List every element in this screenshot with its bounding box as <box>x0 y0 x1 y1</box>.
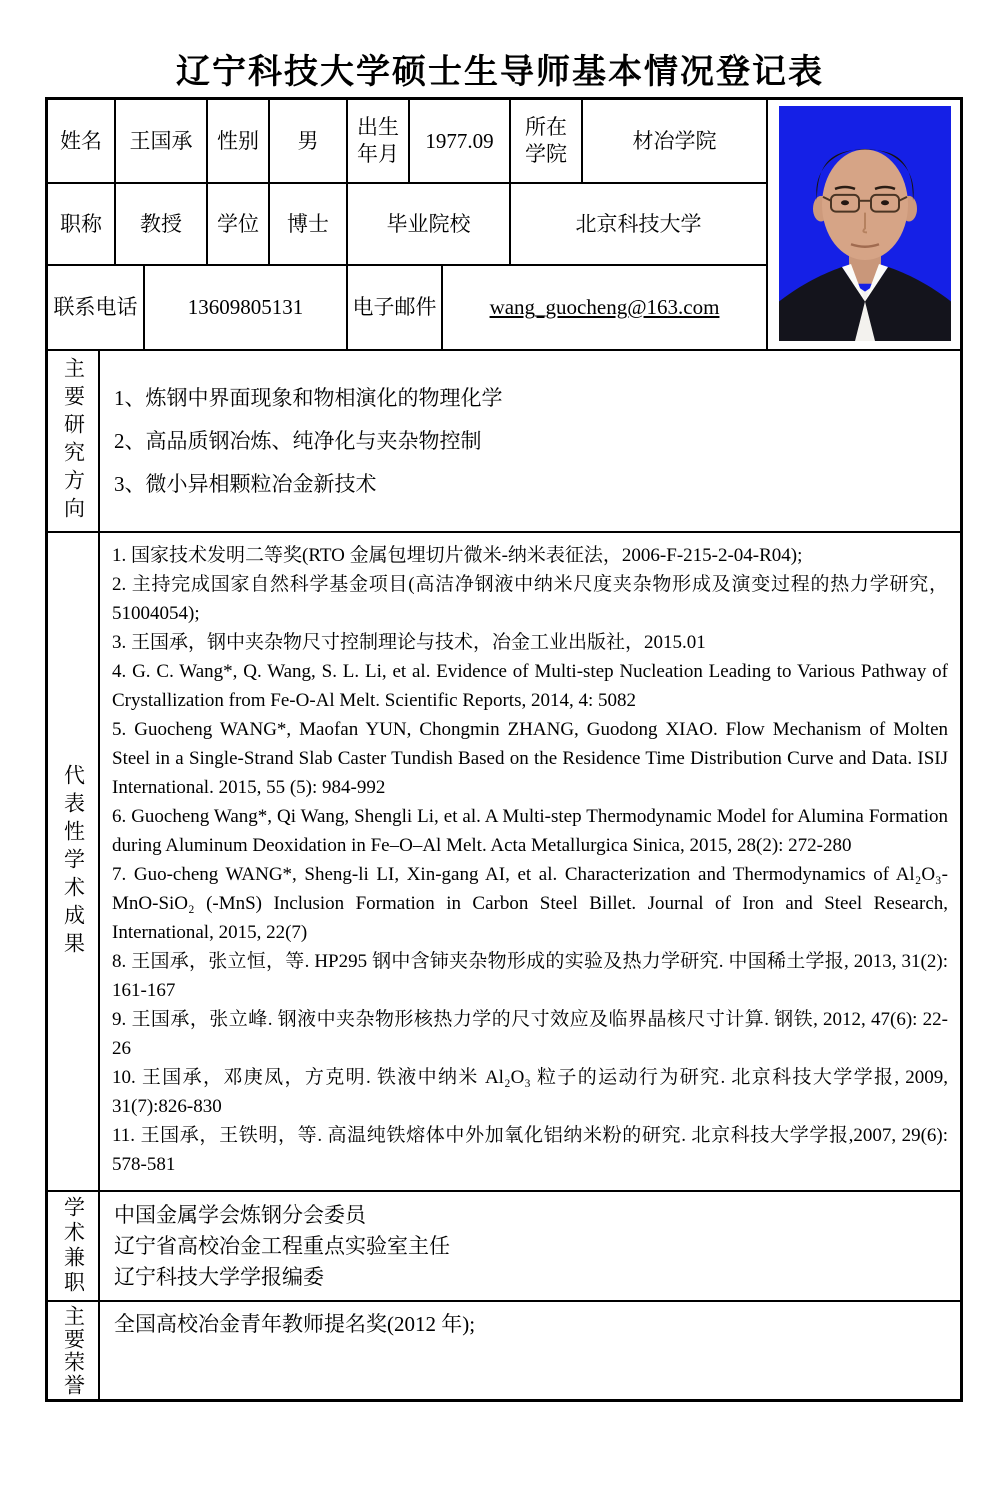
id-photo <box>779 106 951 341</box>
positions-section-label-cell <box>48 1192 100 1302</box>
research-item: 1、炼钢中界面现象和物相演化的物理化学 <box>114 385 503 410</box>
position-item: 辽宁科技大学学报编委 <box>114 1264 324 1289</box>
birth-value: 1977.09 <box>410 100 511 184</box>
achievement-item: 4. G. C. Wang*, Q. Wang, S. L. Li, et al. Evidence of Multi-step Nucleation Leading to Various Pathway of Crystallization from Fe-O-Al Melt. Scientific Reports, 2014, 4: 5082 <box>112 661 948 711</box>
research-content <box>100 351 960 533</box>
phone-value: 13609805131 <box>145 266 348 351</box>
degree-label: 学位 <box>208 184 270 266</box>
gender-label: 性别 <box>208 100 270 184</box>
college-value: 材冶学院 <box>583 100 768 184</box>
achievement-item: 2. 主持完成国家自然科学基金项目(高洁净钢液中纳米尺度夹杂物形成及演变过程的热力学研究，51004054); <box>112 574 948 624</box>
research-section-label-cell <box>48 351 100 533</box>
achievement-item: 6. Guocheng Wang*, Qi Wang, Shengli Li, et al. A Multi-step Thermodynamic Model for Alumina Formation during Aluminum Deoxidation in Fe–O–Al Melt. Acta Metallurgica Sinica, 2015, 28(2): 272-280 <box>112 806 948 856</box>
research-section-label: 主要研究方向 <box>61 357 86 525</box>
graduated-from-label: 毕业院校 <box>348 184 511 266</box>
job-title-label: 职称 <box>48 184 116 266</box>
email-cell <box>443 266 768 351</box>
position-item: 中国金属学会炼钢分会委员 <box>114 1202 366 1227</box>
research-item: 2、高品质钢冶炼、纯净化与夹杂物控制 <box>114 428 482 453</box>
photo-cell <box>768 100 960 351</box>
achievements-section-label: 代表性学术成果 <box>61 763 86 960</box>
college-label: 所在学院 <box>511 100 583 184</box>
email-label: 电子邮件 <box>348 266 443 351</box>
graduated-from-value: 北京科技大学 <box>511 184 768 266</box>
job-title-value: 教授 <box>116 184 208 266</box>
position-item: 辽宁省高校冶金工程重点实验室主任 <box>114 1233 450 1258</box>
positions-content <box>100 1192 960 1302</box>
phone-label: 联系电话 <box>48 266 145 351</box>
page-title: 辽宁科技大学硕士生导师基本情况登记表 <box>176 53 824 91</box>
honors-section-label: 主要荣誉 <box>61 1304 86 1397</box>
name-value: 王国承 <box>116 100 208 184</box>
achievement-item: 11. 王国承，王铁明，等. 高温纯铁熔体中外加氧化铝纳米粉的研究. 北京科技大学学报,2007, 29(6): 578-581 <box>112 1125 948 1175</box>
achievements-content <box>100 533 960 1192</box>
achievement-item: 1. 国家技术发明二等奖(RTO 金属包埋切片微米-纳米表征法，2006-F-215-2-04-R04); <box>112 545 803 566</box>
name-label: 姓名 <box>48 100 116 184</box>
research-item: 3、微小异相颗粒冶金新技术 <box>114 471 377 496</box>
birth-label: 出生年月 <box>348 100 410 184</box>
honors-section-label-cell <box>48 1302 100 1399</box>
honors-content <box>100 1302 960 1399</box>
achievement-item: 8. 王国承，张立恒，等. HP295 钢中含铈夹杂物形成的实验及热力学研究. 中国稀土学报, 2013, 31(2): 161-167 <box>112 951 948 1001</box>
degree-value: 博士 <box>270 184 348 266</box>
positions-section-label: 学术兼职 <box>61 1196 86 1296</box>
honor-item: 全国高校冶金青年教师提名奖(2012 年); <box>114 1312 476 1336</box>
supervisor-info-table <box>45 97 963 1402</box>
achievement-item: 10. 王国承，邓庚凤，方克明. 铁液中纳米 Al₂O₃ 粒子的运动行为研究. 北京科技大学学报, 2009, 31(7):826-830 <box>112 1067 948 1117</box>
achievements-section-label-cell <box>48 533 100 1192</box>
achievement-item: 7. Guo-cheng WANG*, Sheng-li LI, Xin-gang AI, et al. Characterization and Thermodynamics of Al₂O₃-MnO-SiO₂ (-MnS) Inclusion Formation in Carbon Steel Billet. Journal of Iron and Steel Research, International, 2015, 22(7) <box>112 864 948 943</box>
achievement-item: 9. 王国承，张立峰. 钢液中夹杂物形核热力学的尺寸效应及临界晶核尺寸计算. 钢铁, 2012, 47(6): 22-26 <box>112 1009 948 1059</box>
gender-value: 男 <box>270 100 348 184</box>
email-value[interactable]: wang_guocheng@163.com <box>489 295 720 319</box>
achievement-item: 3. 王国承，钢中夹杂物尺寸控制理论与技术，冶金工业出版社，2015.01 <box>112 632 706 653</box>
achievement-item: 5. Guocheng WANG*, Maofan YUN, Chongmin ZHANG, Guodong XIAO. Flow Mechanism of Molten Steel in a Single-Strand Slab Caster Tundish Based on the Residence Time Distribution Curve and Data. ISIJ International. 2015, 55 (5): 984-992 <box>112 719 948 798</box>
